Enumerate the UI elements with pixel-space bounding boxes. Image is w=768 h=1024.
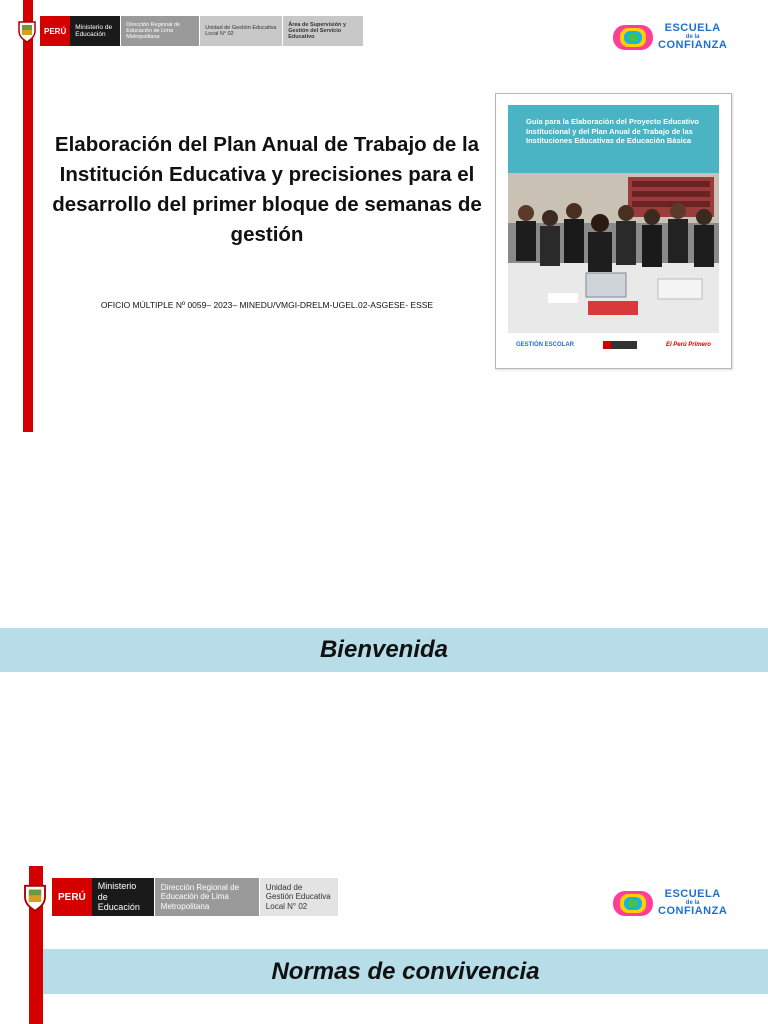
- drelm-label: Dirección Regional de Educación de Lima Metropolitana: [121, 16, 199, 46]
- oficio-reference: OFICIO MÚLTIPLE Nº 0059– 2023– MINEDU/VMGI-DRELM-UGEL.02-ASGESE- ESSE: [100, 300, 434, 310]
- ministry-label: Ministerio de Educación: [70, 16, 120, 46]
- cover-footer-logo: GESTIÓN ESCOLAR: [516, 342, 575, 348]
- institution-header-2: [20, 878, 338, 916]
- logo-line2: de la: [685, 34, 700, 40]
- escuela-blob-icon: [612, 888, 654, 918]
- peru-label: PERÚ: [40, 16, 70, 46]
- ugel-label: Unidad de Gestión Educativa Local N° 02: [200, 16, 282, 46]
- peru-label: PERÚ: [52, 878, 92, 916]
- escuela-confianza-logo: [612, 22, 727, 52]
- coat-of-arms-icon: [16, 16, 38, 46]
- institution-header: [16, 16, 363, 46]
- escuela-blob-icon: [612, 22, 654, 52]
- logo-line3: CONFIANZA: [658, 905, 728, 917]
- logo-line1: ESCUELA: [664, 22, 721, 34]
- ministry-label: Ministerio de Educación: [92, 878, 154, 916]
- welcome-banner: Bienvenida: [0, 628, 768, 672]
- logo-line2: de la: [685, 900, 700, 906]
- logo-line1: ESCUELA: [664, 888, 721, 900]
- logo-line3: CONFIANZA: [658, 39, 728, 51]
- guide-cover-image: [495, 93, 732, 369]
- ugel-label: Unidad de Gestión Educativa Local N° 02: [260, 878, 338, 916]
- norms-banner: Normas de convivencia: [43, 949, 768, 994]
- escuela-confianza-logo-2: [612, 888, 727, 918]
- drelm-label: Dirección Regional de Educación de Lima Metropolitana: [155, 878, 259, 916]
- cover-footer: [508, 333, 719, 357]
- asgese-label: Área de Supervisión y Gestión del Servicio Educativo: [283, 16, 363, 46]
- cover-title: Guía para la Elaboración del Proyecto Educativo Institucional y del Plan Anual de Trabajo de las Instituciones Educativas de Educación Básica: [526, 117, 699, 145]
- cover-footer-slogan: El Perú Primero: [665, 342, 711, 348]
- slide-title: Elaboración del Plan Anual de Trabajo de la Institución Educativa y precisiones para el desarrollo del primer bloque de semanas de gestión: [52, 133, 482, 246]
- teachers-photo: [508, 173, 719, 333]
- cover-ministry-mark: [603, 341, 637, 349]
- coat-of-arms-icon: [20, 878, 50, 916]
- left-red-bar: [23, 0, 33, 432]
